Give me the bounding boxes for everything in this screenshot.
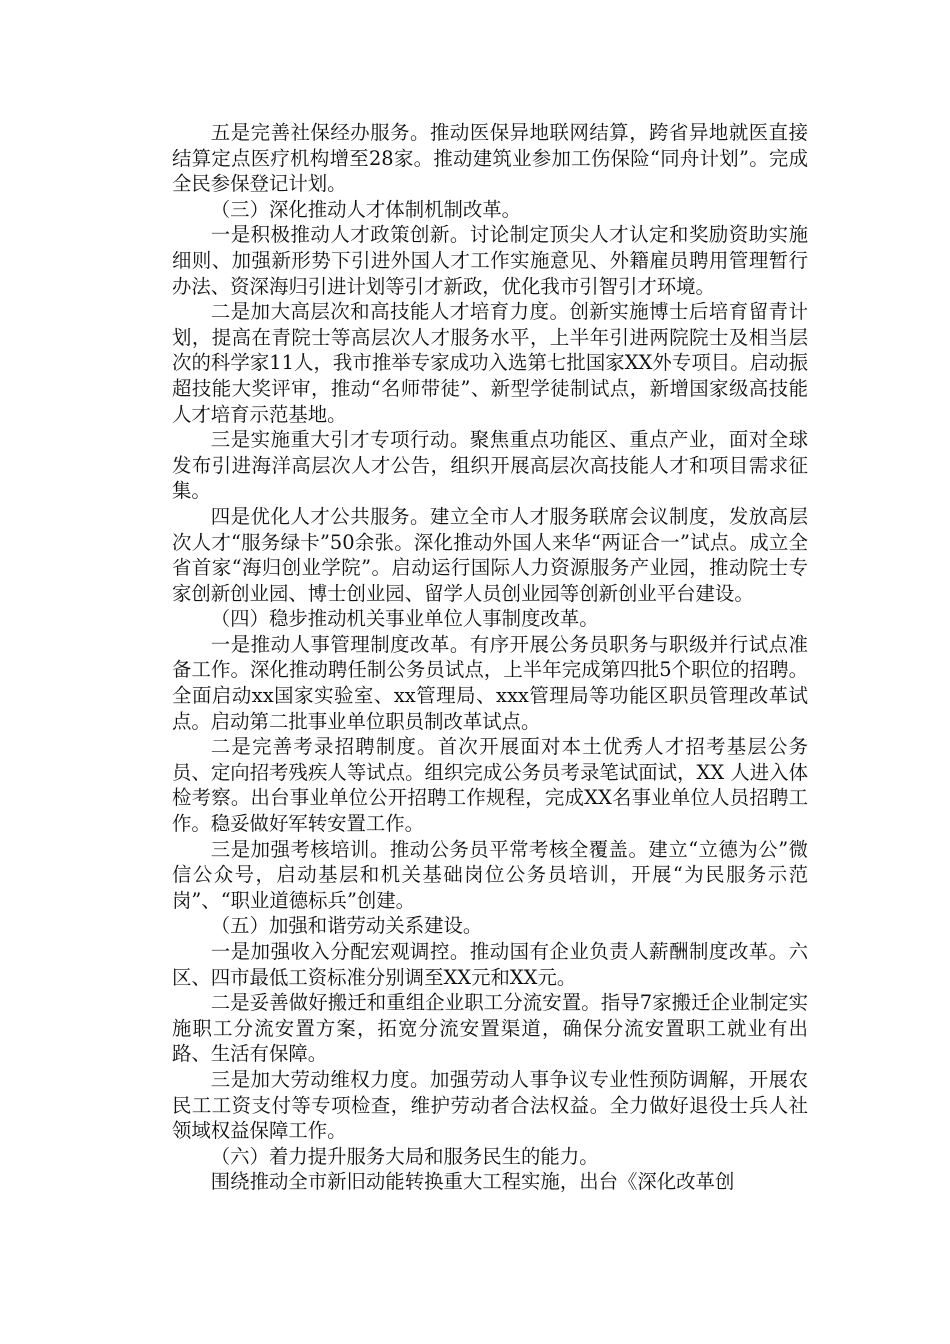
paragraph-talent-public-service: 四是优化人才公共服务。建立全市人才服务联席会议制度，发放高层次人才“服务绿卡”50余张。深化推动外国人来华“两证合一”试点。成立全省首家“海归创业学院”。启动运行国际人力资源服务产业园，推动院士专家创新创业园、博士创业园、留学人员创业园等创新创业平台建设。	[172, 504, 808, 605]
section-heading-talent-reform: （三）深化推动人才体制机制改革。	[210, 197, 522, 221]
paragraph-new-momentum: 围绕推动全市新旧动能转换重大工程实施，出台《深化改革创	[210, 1170, 735, 1194]
paragraph-assessment-training: 三是加强考核培训。推动公务员平常考核全覆盖。建立“立德为公”微信公众号，启动基层和机关基础岗位公务员培训，开展“为民服务示范岗”、“职业道德标兵”创建。	[172, 837, 808, 912]
paragraph-talent-recruitment: 三是实施重大引才专项行动。聚焦重点功能区、重点产业，面对全球发布引进海洋高层次人才公告，组织开展高层次高技能人才和项目需求征集。	[172, 428, 808, 503]
paragraph-social-security-service: 五是完善社保经办服务。推动医保异地联网结算，跨省异地就医直接结算定点医疗机构增至28家。推动建筑业参加工伤保险“同舟计划”。完成全民参保登记计划。	[172, 121, 808, 196]
paragraph-income-distribution: 一是加强收入分配宏观调控。推动国有企业负责人薪酬制度改革。六区、四市最低工资标准分别调至XX元和XX元。	[172, 940, 808, 989]
paragraph-high-level-talent: 二是加大高层次和高技能人才培育力度。创新实施博士后培育留青计划，提高在青院士等高层次人才服务水平，上半年引进两院院士及相当层次的科学家11人，我市推举专家成功入选第七批国家XX外专项目。启动振超技能大奖评审，推动“名师带徒”、新型学徒制试点，新增国家级高技能人才培育示范基地。	[172, 300, 808, 426]
section-heading-service-capacity: （六）着力提升服务大局和服务民生的能力。	[210, 1144, 599, 1168]
paragraph-labor-rights: 三是加大劳动维权力度。加强劳动人事争议专业性预防调解，开展农民工工资支付等专项检查，维护劳动者合法权益。全力做好退役士兵人社领域权益保障工作。	[172, 1067, 808, 1143]
document-body	[172, 120, 808, 1195]
paragraph-personnel-management: 一是推动人事管理制度改革。有序开展公务员职务与职级并行试点准备工作。深化推动聘任制公务员试点，上半年完成第四批5个职位的招聘。全面启动xx国家实验室、xx管理局、xxx管理局等功能区职员管理改革试点。启动第二批事业单位职员制改革试点。	[172, 632, 808, 733]
section-heading-labor-relations: （五）加强和谐劳动关系建设。	[210, 914, 483, 938]
section-heading-personnel-reform: （四）稳步推动机关事业单位人事制度改革。	[210, 607, 599, 631]
paragraph-worker-relocation: 二是妥善做好搬迁和重组企业职工分流安置。指导7家搬迁企业制定实施职工分流安置方案，拓宽分流安置渠道，确保分流安置职工就业有出路、生活有保障。	[172, 991, 808, 1066]
paragraph-talent-policy: 一是积极推动人才政策创新。讨论制定顶尖人才认定和奖励资助实施细则、加强新形势下引进外国人才工作实施意见、外籍雇员聘用管理暂行办法、资深海归引进计划等引才新政，优化我市引智引才环境。	[172, 223, 808, 298]
paragraph-recruitment-system: 二是完善考录招聘制度。首次开展面对本土优秀人才招考基层公务员、定向招考残疾人等试点。组织完成公务员考录笔试面试，XX 人进入体检考察。出台事业单位公开招聘工作规程，完成XX名事业单位人员招聘工作。稳妥做好军转安置工作。	[172, 735, 808, 836]
